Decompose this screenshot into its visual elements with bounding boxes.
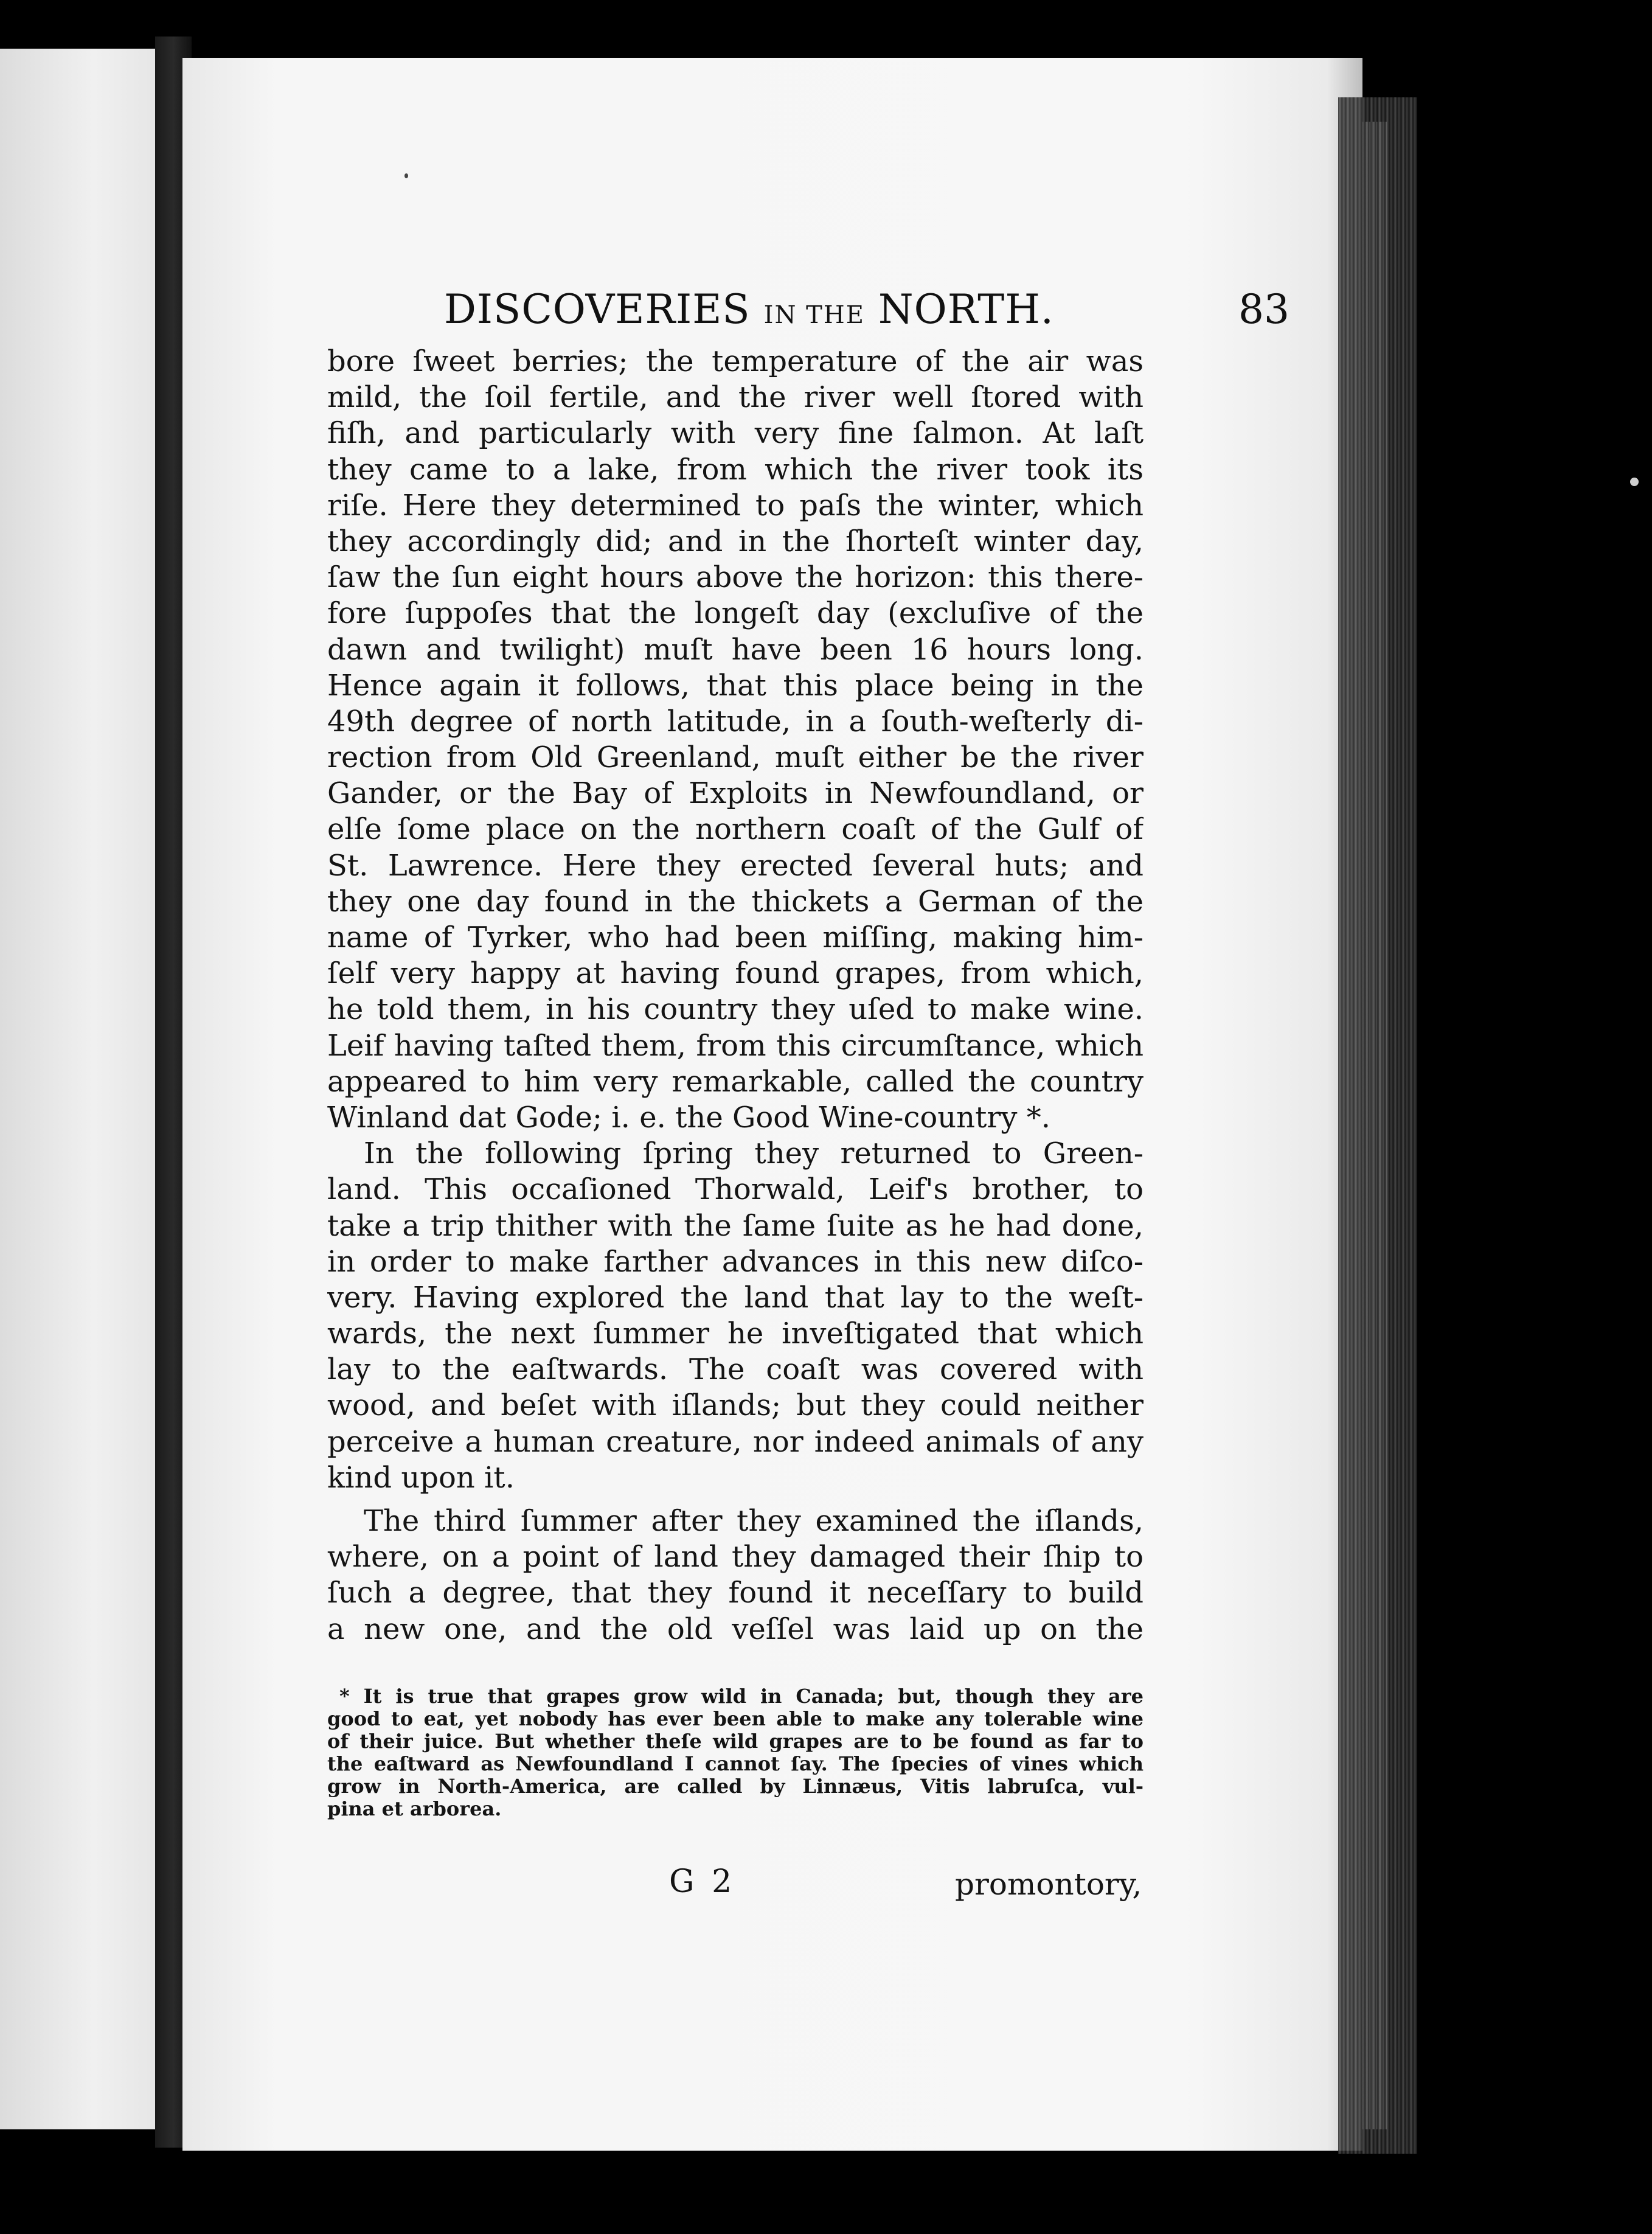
body-line: where, on a point of land they damaged their ſhip to: [327, 1540, 1144, 1575]
body-line: mild, the ſoil fertile, and the river well ſtored with: [327, 380, 1144, 415]
running-head-main: DISCOVERIES: [444, 286, 751, 333]
body-line: elſe ſome place on the northern coaſt of the Gulf of: [327, 812, 1144, 847]
body-line: Winland dat Gode; i. e. the Good Wine-country *.: [327, 1100, 1050, 1135]
body-line: kind upon it.: [327, 1460, 515, 1495]
footnote-line: grow in North-America, are called by Linnæus, Vitis labruſca, vul-: [327, 1775, 1144, 1798]
footnote-line: the eaſtward as Newfoundland I cannot ſay. The ſpecies of vines which: [327, 1753, 1144, 1775]
body-line: a new one, and the old veſſel was laid up on the: [327, 1612, 1144, 1646]
body-line: St. Lawrence. Here they erected ſeveral huts; and: [327, 848, 1144, 883]
footnote-line: of their juice. But whether theſe wild grapes are to be found as far to: [327, 1730, 1144, 1753]
body-line: Leif having taſted them, from this circumſtance, which: [327, 1028, 1144, 1063]
ink-speck: [404, 173, 408, 178]
footnote-line: good to eat, yet nobody has ever been able to make any tolerable wine: [327, 1708, 1144, 1730]
catchword: promontory,: [955, 1867, 1142, 1902]
body-text: [327, 344, 1144, 1648]
body-line: perceive a human creature, nor indeed animals of any: [327, 1424, 1144, 1459]
body-line: they came to a lake, from which the river took its: [327, 452, 1144, 487]
body-line: ſuch a degree, that they found it neceſſary to build: [327, 1576, 1144, 1610]
body-line: Gander, or the Bay of Exploits in Newfoundland, or: [327, 776, 1144, 811]
body-line: in order to make farther advances in this new diſco-: [327, 1244, 1144, 1279]
body-line: ſelf very happy at having found grapes, from which,: [327, 956, 1144, 991]
paragraph-gap: [327, 1496, 1144, 1503]
body-line: land. This occaſioned Thorwald, Leif's brother, to: [327, 1172, 1144, 1207]
page-edges-highlight: [1362, 122, 1387, 2129]
body-line: wood, and beſet with iſlands; but they could neither: [327, 1388, 1144, 1423]
body-line: rection from Old Greenland, muſt either be the river: [327, 740, 1144, 775]
body-line: dawn and twilight) muſt have been 16 hours long.: [327, 632, 1144, 667]
running-head-small: IN THE: [763, 301, 865, 329]
body-line: fore ſuppoſes that the longeſt day (excluſive of the: [327, 596, 1144, 631]
body-line: The third ſummer after they examined the iſlands,: [364, 1504, 1144, 1538]
body-line: take a trip thither with the ſame ſuite as he had done,: [327, 1208, 1144, 1243]
page-header: [444, 286, 1326, 341]
body-line: he told them, in his country they uſed to make wine.: [327, 992, 1144, 1027]
running-head: [444, 286, 1054, 333]
body-line: they one day found in the thickets a German of the: [327, 884, 1144, 919]
running-head-end: NORTH.: [878, 286, 1054, 333]
body-line: Hence again it follows, that this place being in the: [327, 668, 1144, 703]
body-line: ſaw the ſun eight hours above the horizon: this there-: [327, 560, 1144, 595]
body-line: lay to the eaſtwards. The coaſt was covered with: [327, 1352, 1144, 1387]
stray-mark: [1630, 478, 1639, 486]
body-line: name of Tyrker, who had been miſſing, making him-: [327, 920, 1144, 955]
footnote-line: * It is true that grapes grow wild in Canada; but, though they are: [339, 1685, 1144, 1708]
body-line: wards, the next ſummer he inveſtigated that which: [327, 1317, 1144, 1351]
previous-page-edge: [0, 49, 155, 2129]
body-line: very. Having explored the land that lay to the weſt-: [327, 1280, 1144, 1315]
footnote-line: pina et arborea.: [327, 1798, 502, 1820]
page-number: 83: [1238, 286, 1289, 333]
body-line: bore ſweet berries; the temperature of the air was: [327, 344, 1144, 378]
body-line: appeared to him very remarkable, called the country: [327, 1064, 1144, 1099]
body-line: they accordingly did; and in the ſhorteſt winter day,: [327, 524, 1144, 558]
body-line: In the following ſpring they returned to Green-: [364, 1136, 1144, 1171]
body-line: 49th degree of north latitude, in a ſouth-weſterly di-: [327, 704, 1144, 739]
footnote: [327, 1685, 1144, 1820]
signature-mark: G 2: [669, 1863, 736, 1900]
body-line: fiſh, and particularly with very fine ſalmon. At laſt: [327, 416, 1144, 451]
body-line: riſe. Here they determined to paſs the winter, which: [327, 488, 1144, 523]
